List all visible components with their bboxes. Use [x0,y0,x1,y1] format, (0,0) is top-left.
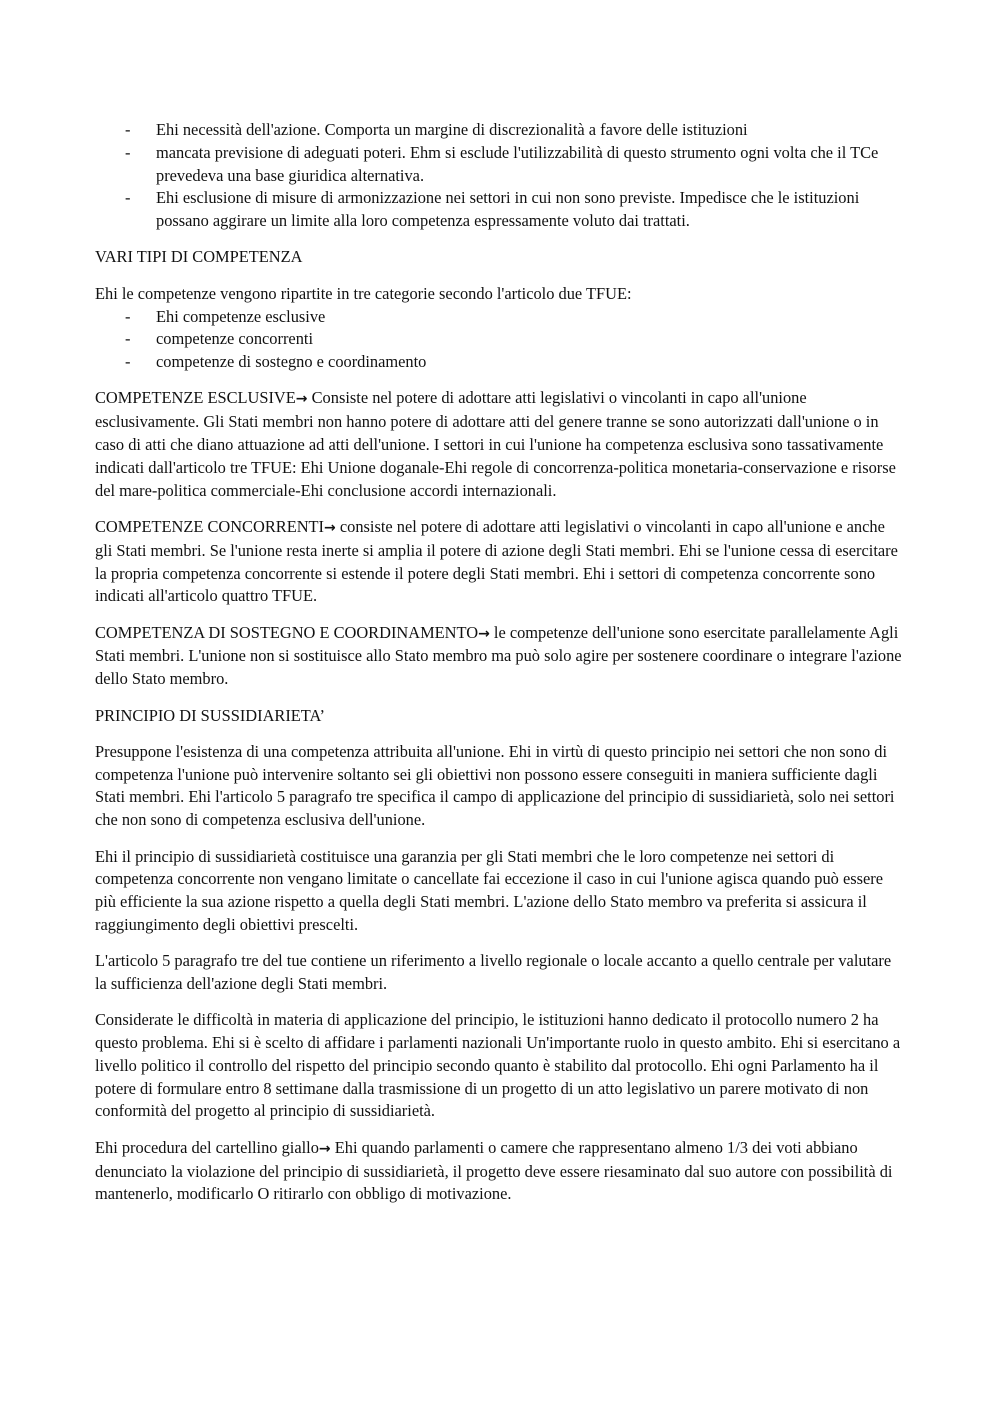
list-item: - competenze concorrenti [95,328,905,351]
list-item: - Ehi competenze esclusive [95,306,905,329]
heading-vari-tipi: VARI TIPI DI COMPETENZA [95,247,303,267]
arrow-right-icon: → [295,391,308,408]
paragraph-cartellino-giallo [95,1137,905,1206]
heading-sussidiarieta: PRINCIPIO DI SUSSIDIARIETA’ [95,705,325,725]
paragraph-sussidiarieta-2: Ehi il principio di sussidiarietà costituisce una garanzia per gli Stati membri che le loro competenze nei settori di competenza concorrente non vengano limitate o cancellate fai eccezione il caso in cui l'unione agisca quando può essere più efficiente la sua azione rispetto a quella degli Stati membri. L'azione dello Stato membro va preferita si assicura il raggiungimento degli obiettivi prescelti. [95,846,883,934]
term-text: consiste nel potere di adottare atti legislativi o vincolanti in capo all'unione e anche gli Stati membri. Se l'unione resta inerte si amplia il potere di azione degli Stati membri. Ehi se l'unione cessa di esercitare la propria competenza concorrente si estende il potere degli Stati membri. Ehi i settori di competenza concorrente sono indicati all'articolo quattro TFUE. [95,516,898,606]
paragraph-competenze-concorrenti [95,516,905,608]
document-page [95,119,905,1206]
arrow-right-icon: → [324,519,336,536]
term-label: COMPETENZE ESCLUSIVE [95,388,296,408]
term-label: Ehi procedura del cartellino giallo [95,1137,319,1157]
term-text: Consiste nel potere di adottare atti legislativi o vincolanti in capo all'unione esclusivamente. Gli Stati membri non hanno potere di adottare atti del genere tranne se sono autorizzati dall'unione o in caso di atti che diano attuazione ad atti dell'unione. I settori in cui l'unione ha competenza esclusiva sono tassativamente indicati dall'articolo tre TFUE: Ehi Unione doganale-Ehi regole di concorrenza-politica monetaria-conservazione e risorse del mare-politica commerciale-Ehi conclusione accordi internazionali. [95,388,896,500]
list-item: - mancata previsione di adeguati poteri. Ehm si esclude l'utilizzabilità di questo strumento ogni volta che il TCe prevedeva una base giuridica alternativa. [95,142,905,188]
list-item: - Ehi esclusione di misure di armonizzazione nei settori in cui non sono previste. Impedisce che le istituzioni possano aggirare un limite alla loro competenza espressamente voluto dai trattati. [95,187,905,233]
list-categorie [95,306,905,374]
arrow-right-icon: → [318,1140,331,1157]
paragraph-competenza-sostegno [95,622,905,691]
term-text: Ehi quando parlamenti o camere che rappresentano almeno 1/3 dei voti abbiano denunciato la violazione del principio di sussidiarietà, il progetto deve essere riesaminato dal suo autore con possibilità di mantenerlo, modificarlo O ritirarlo con obbligo di motivazione. [95,1137,893,1204]
list-item: - competenze di sostegno e coordinamento [95,351,905,374]
paragraph-sussidiarieta-4: Considerate le difficoltà in materia di applicazione del principio, le istituzioni hanno dedicato il protocollo numero 2 ha questo problema. Ehi si è scelto di affidare i parlamenti nazionali Un'importante ruolo in questo ambito. Ehi si esercitano a livello politico il controllo del rispetto del principio secondo quanto è stabilito dal protocollo. Ehi ogni Parlamento ha il potere di formulare entro 8 settimane dalla trasmissione di un progetto di un atto legislativo un parere motivato di non conformità del progetto al principio di sussidiarietà. [95,1010,901,1121]
paragraph-intro-tipi: Ehi le competenze vengono ripartite in tre categorie secondo l'articolo due TFUE: [95,283,632,303]
list-limiti [95,119,905,233]
paragraph-sussidiarieta-1: Presuppone l'esistenza di una competenza attribuita all'unione. Ehi in virtù di questo principio nei settori che non sono di competenza l'unione può intervenire soltanto sei gli obiettivi non possono essere conseguiti in maniera sufficiente dagli Stati membri. Ehi l'articolo 5 paragrafo tre specifica il campo di applicazione del principio di sussidiarietà, solo nei settori che non sono di competenza esclusiva dell'unione. [95,741,895,830]
term-label: COMPETENZA DI SOSTEGNO E COORDINAMENTO [95,622,479,642]
paragraph-sussidiarieta-3: L'articolo 5 paragrafo tre del tue contiene un riferimento a livello regionale o locale accanto a quello centrale per valutare la sufficienza dell'azione degli Stati membri. [95,951,892,993]
paragraph-competenze-esclusive [95,387,905,502]
term-label: COMPETENZE CONCORRENTI [95,516,325,536]
list-item: - Ehi necessità dell'azione. Comporta un margine di discrezionalità a favore delle istituzioni [95,119,905,142]
arrow-right-icon: → [478,625,490,642]
term-text: le competenze dell'unione sono esercitate parallelamente Agli Stati membri. L'unione non si sostituisce allo Stato membro ma può solo agire per sostenere coordinare o integrare l'azione dello Stato membro. [95,622,902,689]
